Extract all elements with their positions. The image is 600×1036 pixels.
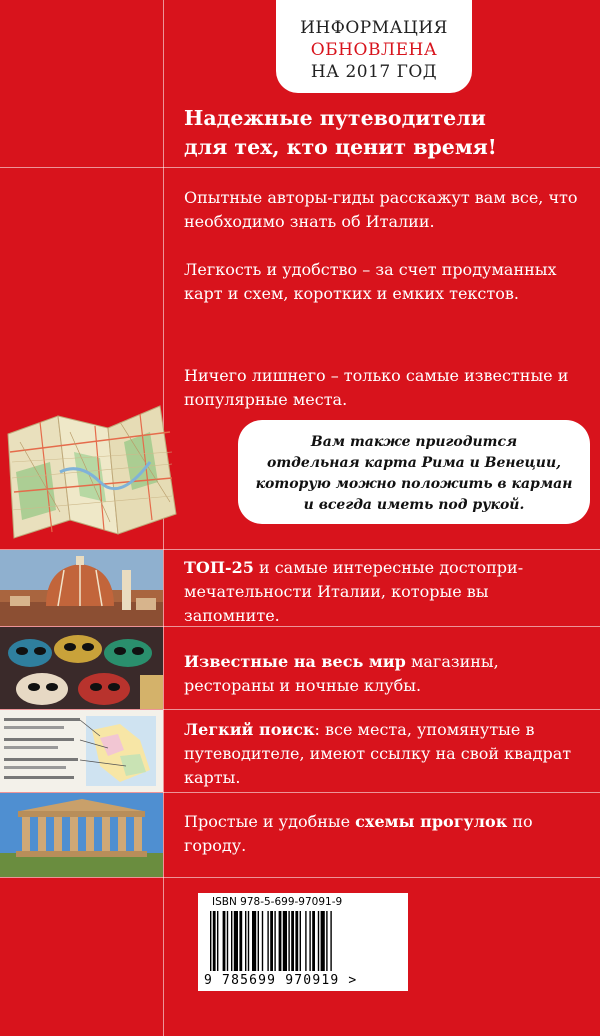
feature-walks [184,810,584,858]
barcode-bar [318,911,319,971]
feature-walks-bold: схемы прогулок [355,812,508,831]
isbn-digits: 9 785699 970919 > [204,973,358,988]
feature-walks-text: по городу. [184,812,533,855]
barcode-bar [291,911,294,971]
barcode-bars [210,911,396,973]
barcode-bar [321,911,325,971]
barcode-bar [288,911,289,971]
barcode-bar [279,911,282,971]
barcode-bar [258,911,259,971]
barcode-bar [270,911,273,971]
feature-walks-pre: Простые и удобные [184,812,356,831]
barcode-bar [326,911,327,971]
callout-line-2: отдельная карта Рима и Венеции, [266,455,561,471]
badge-line-2: ОБНОВЛЕНА [310,40,438,60]
barcode-bar [274,911,275,971]
barcode-bar [305,911,306,971]
callout-line-3: которую можно положить в карман [255,476,573,492]
intro-paragraph-2: Легкость и удобство – за счет продуманных карт и схем, коротких и емких текстов. [184,260,557,303]
feature-top25-bold: ТОП-25 [184,558,254,577]
barcode-bar [252,911,256,971]
isbn-label: ISBN 978-5-699-97091-9 [212,896,343,908]
feature-search-bold: Легкий поиск [184,720,315,739]
barcode-bar [309,911,310,971]
update-badge [276,0,472,93]
barcode-bar [312,911,315,971]
intro-paragraph-1: Опытные авторы-гиды расскажут вам все, что необходимо знать об Италии. [184,188,578,231]
barcode-bar [283,911,287,971]
barcode-bar [267,911,268,971]
venetian-masks-photo [0,627,163,709]
barcode-bar [295,911,298,971]
feature-shops-bold: Известные на весь мир [184,652,406,671]
guide-map-thumbnail [0,710,163,792]
florence-dome-photo [0,550,163,626]
greek-temple-photo [0,793,163,877]
barcode-bar [217,911,218,971]
barcode-bar [234,911,238,971]
barcode-bar [231,911,232,971]
barcode-bar [245,911,246,971]
map-callout [238,420,590,524]
headline-line-1: Надежные путеводители [184,106,486,130]
barcode-bar [223,911,226,971]
badge-line-3: НА 2017 ГОД [310,62,438,82]
badge-line-1: ИНФОРМАЦИЯ [300,18,448,38]
barcode-bar [213,911,216,971]
feature-search [184,718,584,790]
barcode-bar [262,911,263,971]
divider-6 [0,877,600,878]
barcode-bar [227,911,228,971]
feature-search-text: : все места, упомянутые в путеводителе, имеют ссылку на свой квадрат карты. [184,720,572,787]
divider-1 [0,167,600,168]
intro-paragraph-3: Ничего лишнего – только самые известные и популярные места. [184,366,569,409]
barcode-bar [330,911,331,971]
isbn-barcode [198,893,408,991]
feature-shops [184,650,584,698]
headline [184,104,594,162]
callout-line-4: и всегда иметь под рукой. [303,497,525,513]
barcode-bar [239,911,242,971]
feature-top25 [184,556,584,628]
headline-line-2: для тех, кто ценит время! [184,135,497,159]
barcode-bar [210,911,211,971]
callout-line-1: Вам также пригодится [310,434,518,450]
feature-shops-text: магазины, рестораны и ночные клубы. [184,652,499,695]
feature-top25-text: и самые интересные достопри-мечательности Италии, которые вы запомните. [184,558,524,625]
barcode-bar [300,911,301,971]
folded-map-illustration [0,392,190,542]
barcode-bar [248,911,249,971]
